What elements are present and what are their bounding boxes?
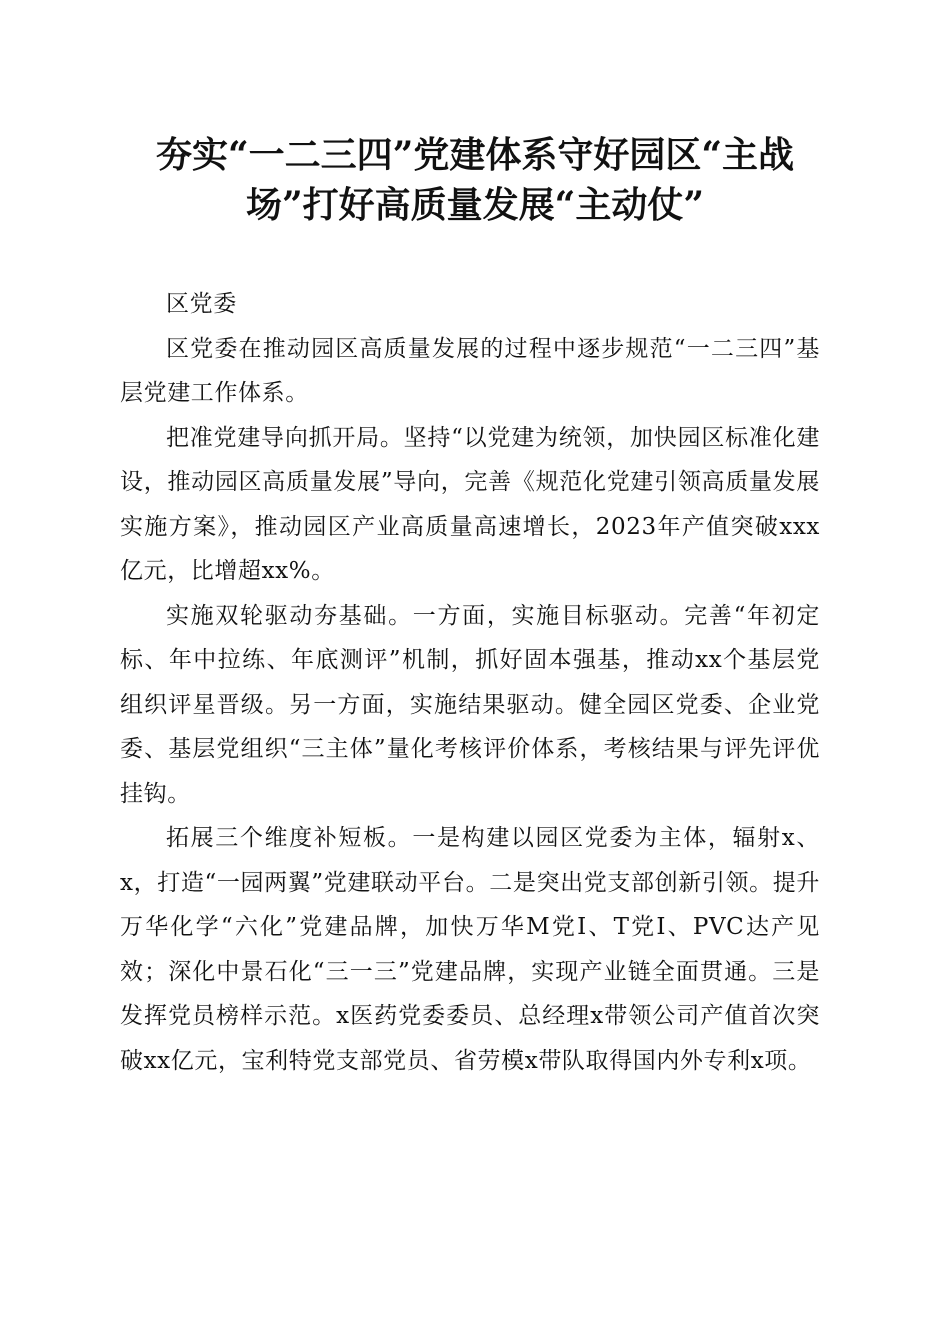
paragraph-three-dimensions: 拓展三个维度补短板。一是构建以园区党委为主体，辐射x、x，打造“一园两翼”党建联动平台。二是突出党支部创新引领。提升万华化学“六化”党建品牌，加快万华M党I、T党I、PVC达产见效；深化中景石化“三一三”党建品牌，实现产业链全面贯通。三是发挥党员榜样示范。x医药党委委员、总经理x带领公司产值首次突破xx亿元，宝利特党支部党员、省劳模x带队取得国内外专利x项。	[120, 825, 820, 1074]
paragraph-dual-drive: 实施双轮驱动夯基础。一方面，实施目标驱动。完善“年初定标、年中拉练、年底测评”机制，抓好固本强基，推动xx个基层党组织评星晋级。另一方面，实施结果驱动。健全园区党委、企业党委、基层党组织“三主体”量化考核评价体系，考核结果与评先评优挂钩。	[120, 602, 820, 807]
document-title	[100, 130, 850, 230]
intro-paragraph: 区党委在推动园区高质量发展的过程中逐步规范“一二三四”基层党建工作体系。	[120, 335, 820, 406]
title-line-2: 场”打好高质量发展“主动仗”	[245, 184, 705, 226]
title-line-1: 夯实“一二三四”党建体系守好园区“主战	[155, 134, 795, 176]
document-body	[120, 282, 820, 1083]
paragraph-party-direction: 把准党建导向抓开局。坚持“以党建为统领，加快园区标准化建设，推动园区高质量发展”导向，完善《规范化党建引领高质量发展实施方案》，推动园区产业高质量高速增长，2023年产值突破xxx亿元，比增超xx%。	[120, 424, 820, 584]
author-line: 区党委	[166, 291, 237, 317]
